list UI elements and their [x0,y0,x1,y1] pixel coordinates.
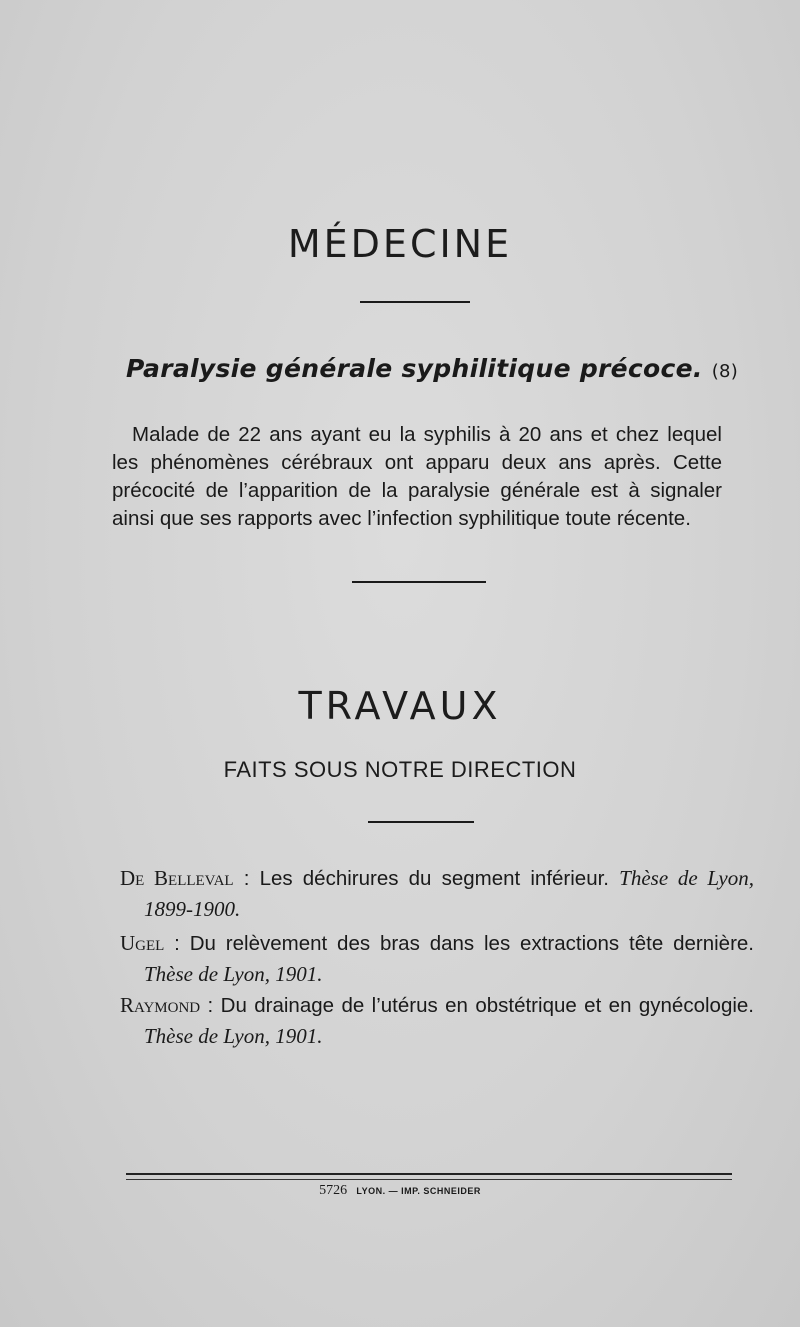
article-reference-number: (8) [711,361,739,382]
imprint-number: 5726 [319,1183,348,1198]
reference-author: De Belleval [120,866,234,890]
section-divider [360,301,470,303]
reference-thesis: Thèse de Lyon, 1901. [144,962,323,986]
reference-title: : Les déchirures du segment inférieur. [233,867,620,890]
section-divider [368,821,474,823]
reference-thesis: Thèse de Lyon, 1901. [144,1024,323,1048]
reference-entry [120,928,754,990]
article-title-text: Paralysie générale syphilitique précoce. [126,354,703,383]
section-title-travaux: TRAVAUX [298,684,502,728]
section-subtitle: FAITS SOUS NOTRE DIRECTION [223,757,577,782]
footer-rule [126,1179,732,1180]
article-body: Malade de 22 ans ayant eu la syphilis à 20 ans et chez lequel les phénomènes cérébraux ont apparu deux ans après. Cette précocité de l’apparition de la paralysie générale est à signaler ainsi que ses rapports avec l’infection syphilitique toute récente. [112,423,722,530]
reference-entry [120,863,754,925]
article-title [126,354,746,383]
reference-entry [120,990,754,1052]
printer-imprint [0,1183,800,1199]
section-title-medecine: MÉDECINE [287,222,513,266]
reference-author: Raymond [120,993,201,1017]
section-divider [352,581,486,583]
reference-author: Ugel [120,931,165,955]
footer-rule [126,1173,732,1175]
reference-title: : Du relèvement des bras dans les extractions tête dernière. [164,932,754,955]
reference-title: : Du drainage de l’utérus en obstétrique et en gynécologie. [200,994,754,1017]
reference-thesis: Thèse de Lyon, 1899-1900. [144,866,754,921]
imprint-text: LYON. — IMP. SCHNEIDER [356,1186,481,1196]
